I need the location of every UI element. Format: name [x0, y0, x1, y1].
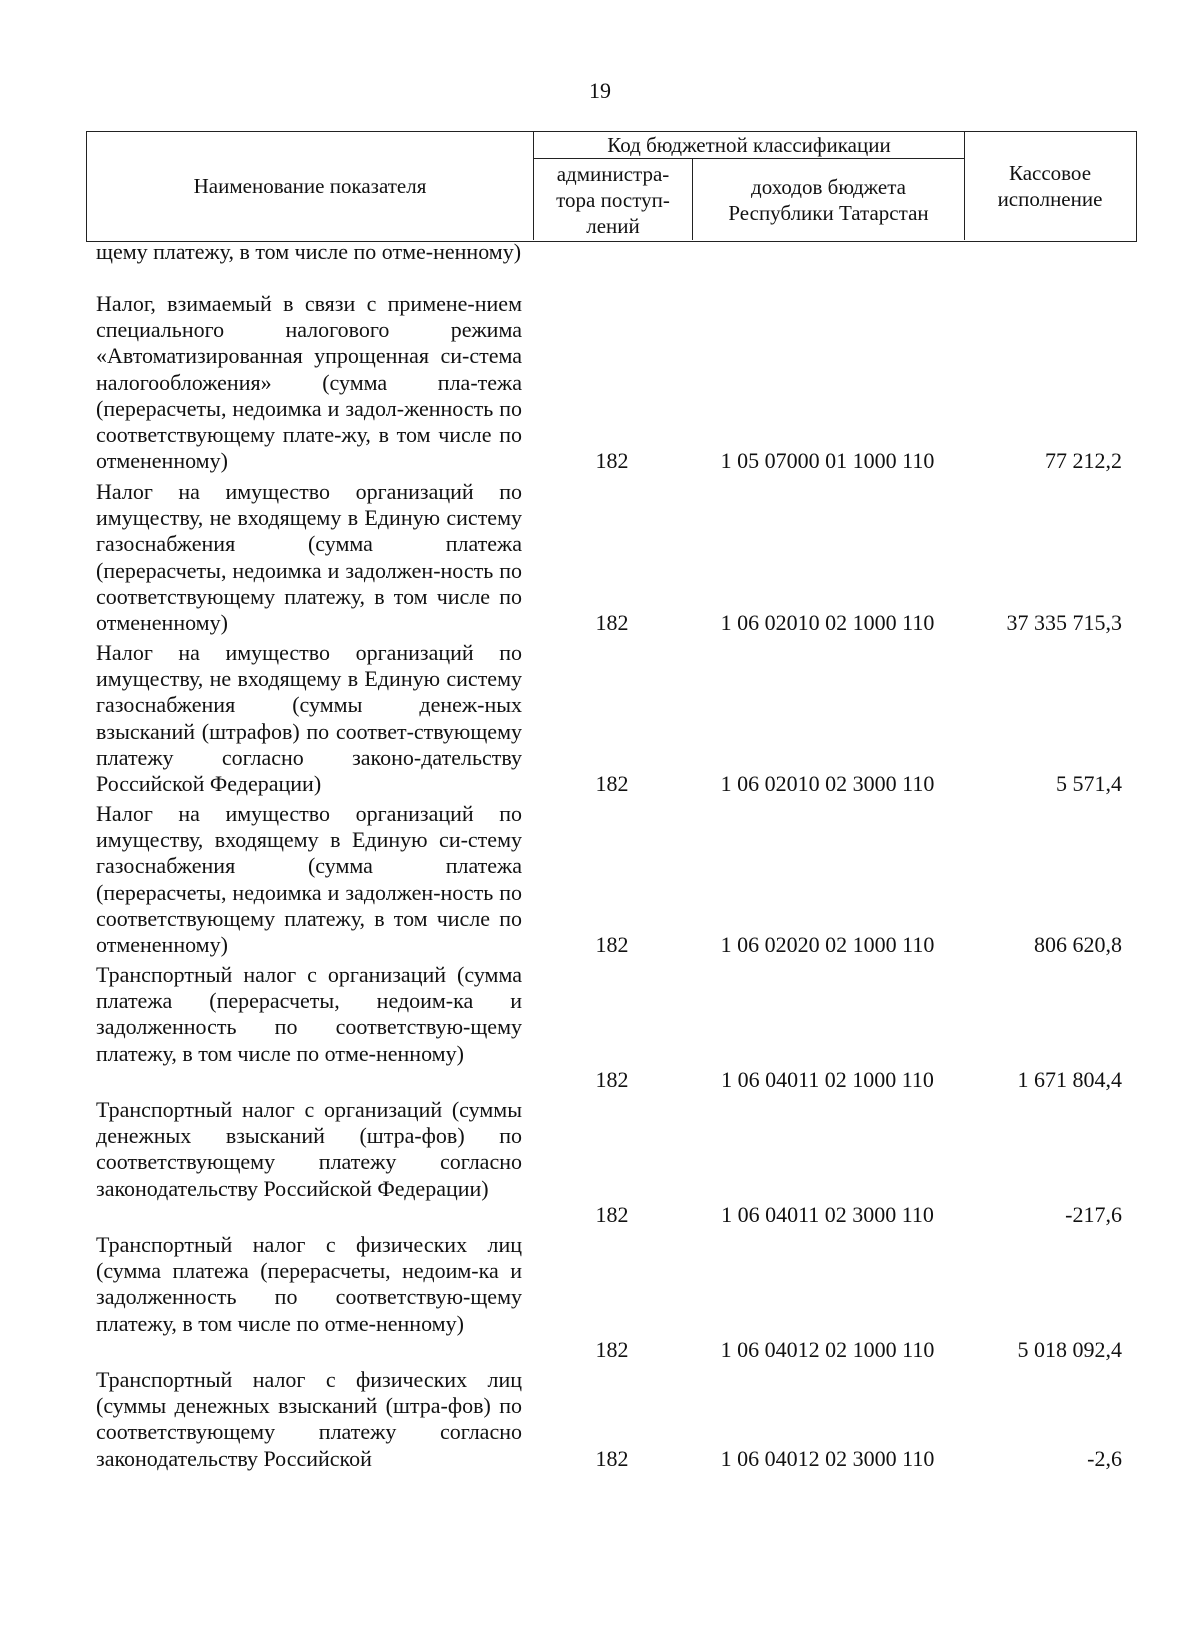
- row-name: щему платежу, в том числе по отме-ненному): [96, 239, 522, 264]
- row-cash-value: 5 018 092,4: [1017, 1337, 1122, 1362]
- row-income-code: 1 06 04012 02 3000 110: [720, 1446, 935, 1471]
- row-income-code: 1 06 04011 02 3000 110: [721, 1202, 934, 1227]
- column-group-budget-code: Код бюджетной классификации: [534, 132, 965, 159]
- row-income-code: 1 06 02020 02 1000 110: [720, 932, 935, 957]
- row-cash-value: -2,6: [1087, 1446, 1122, 1471]
- row-admin-code: 182: [595, 448, 629, 473]
- row-admin-code: 182: [595, 1337, 629, 1362]
- row-name: Налог на имущество организаций по имуществу, не входящему в Единую систему газоснабжения (суммы денеж-ных взысканий (штрафов) по соответ-ствующему платежу согласно законо-дательству Российской Федерации): [96, 640, 522, 797]
- table-row: [86, 239, 1137, 292]
- row-cash-value: 806 620,8: [1034, 932, 1122, 957]
- row-admin-code: 182: [595, 610, 629, 635]
- row-admin-code: 182: [595, 932, 629, 957]
- table-row: [86, 1232, 1137, 1363]
- row-name: Транспортный налог с физических лиц (суммы денежных взысканий (штра-фов) по соответствующему платежу согласно законодательству Российской: [96, 1367, 522, 1471]
- row-name: Налог, взимаемый в связи с примене-нием специального налогового режима «Автоматизированная упрощенная си-стема налогообложения» (сумма пла-тежа (перерасчеты, недоимка и задол-женность по соответствующему плате-жу, в том числе по отмененному): [96, 291, 522, 474]
- row-cash-value: 77 212,2: [1045, 448, 1122, 473]
- table-row: [86, 291, 1137, 474]
- page-number: 19: [589, 78, 611, 103]
- table-header: [86, 131, 1137, 242]
- row-admin-code: 182: [595, 1446, 629, 1471]
- row-admin-code: 182: [595, 771, 629, 796]
- table-row: [86, 962, 1137, 1093]
- table-row: [86, 1097, 1137, 1228]
- row-income-code: 1 06 02010 02 3000 110: [720, 771, 935, 796]
- column-header-administrator: администра- тора поступ- лений: [534, 159, 693, 240]
- row-name: Транспортный налог с организаций (сумма платежа (перерасчеты, недоим-ка и задолженность по соответствую-щему платежу, в том числе по отме-ненному): [96, 962, 522, 1066]
- row-cash-value: 37 335 715,3: [1006, 610, 1122, 635]
- row-name: Налог на имущество организаций по имуществу, входящему в Единую си-стему газоснабжения (сумма платежа (перерасчеты, недоимка и задолжен-ность по соответствующему платежу, в том числе по отмененному): [96, 801, 522, 958]
- row-name: Транспортный налог с организаций (суммы денежных взысканий (штра-фов) по соответствующему платежу согласно законодательству Российской Федерации): [96, 1097, 522, 1201]
- row-cash-value: 1 671 804,4: [1017, 1067, 1122, 1092]
- table-row: [86, 1367, 1137, 1472]
- row-name: Транспортный налог с физических лиц (сумма платежа (перерасчеты, недоим-ка и задолженность по соответствую-щему платежу, в том числе по отме-ненному): [96, 1232, 522, 1336]
- row-cash-value: 5 571,4: [1056, 771, 1122, 796]
- row-name: Налог на имущество организаций по имуществу, не входящему в Единую систему газоснабжения (сумма платежа (перерасчеты, недоимка и задолжен-ность по соответствующему платежу, в том числе по отмененному): [96, 479, 522, 636]
- column-header-name: Наименование показателя: [87, 132, 534, 240]
- table-row: [86, 640, 1137, 797]
- row-income-code: 1 06 02010 02 1000 110: [720, 610, 935, 635]
- row-income-code: 1 06 04011 02 1000 110: [721, 1067, 934, 1092]
- row-cash-value: -217,6: [1065, 1202, 1122, 1227]
- row-admin-code: 182: [595, 1202, 629, 1227]
- row-income-code: 1 05 07000 01 1000 110: [720, 448, 935, 473]
- column-header-cash-execution: Кассовое исполнение: [997, 161, 1103, 211]
- table-row: [86, 479, 1137, 636]
- row-admin-code: 182: [595, 1067, 629, 1092]
- table-row: [86, 801, 1137, 958]
- row-income-code: 1 06 04012 02 1000 110: [720, 1337, 935, 1362]
- column-header-income-code: доходов бюджета Республики Татарстан: [693, 159, 965, 240]
